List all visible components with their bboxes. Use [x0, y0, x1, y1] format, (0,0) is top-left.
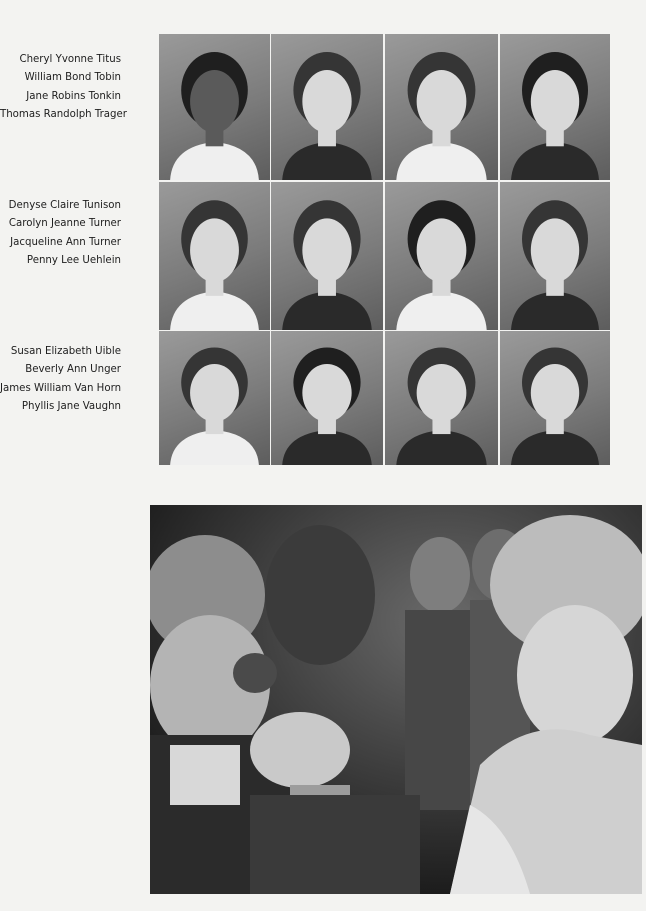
student-portrait [385, 331, 498, 465]
student-portrait [385, 182, 498, 330]
student-name: Denyse Claire Tunison [8, 200, 121, 211]
student-portrait [385, 34, 498, 180]
student-name: Jacqueline Ann Turner [10, 236, 121, 248]
student-name: Thomas Randolph Trager [0, 108, 127, 120]
portrait-silhouette [500, 182, 610, 330]
student-name: Jane Robins Tonkin [26, 90, 121, 102]
student-portrait [159, 34, 270, 180]
student-name: Beverly Ann Unger [25, 364, 121, 376]
student-name: Carolyn Jeanne Turner [8, 218, 121, 230]
portrait-silhouette [385, 34, 498, 180]
student-portrait [500, 182, 610, 330]
portrait-silhouette [159, 331, 270, 465]
student-portrait [159, 331, 270, 465]
portrait-silhouette [500, 331, 610, 465]
name-list-group-1 [0, 51, 127, 124]
student-name: James William Van Horn [0, 382, 122, 394]
portrait-silhouette [385, 331, 498, 465]
name-list-group-2 [0, 197, 121, 270]
student-portrait [500, 331, 610, 465]
student-portrait [159, 182, 270, 330]
name-list-group-3 [0, 343, 121, 416]
portrait-silhouette [385, 182, 498, 330]
student-portrait [500, 34, 610, 180]
portrait-silhouette [159, 182, 270, 330]
student-portrait [271, 182, 383, 330]
student-name: Cheryl Yvonne Titus [19, 54, 121, 65]
student-portrait [271, 331, 383, 465]
portrait-silhouette [271, 331, 383, 465]
candid-photo [150, 505, 642, 894]
student-name: Phyllis Jane Vaughn [21, 400, 121, 412]
student-name: Penny Lee Uehlein [26, 254, 121, 266]
portrait-silhouette [500, 34, 610, 180]
candid-photo-image [150, 505, 642, 894]
portrait-silhouette [271, 34, 383, 180]
student-portrait [271, 34, 383, 180]
portrait-silhouette [271, 182, 383, 330]
student-name: Susan Elizabeth Uible [10, 346, 121, 357]
portrait-silhouette [159, 34, 270, 180]
student-name: William Bond Tobin [24, 72, 121, 84]
